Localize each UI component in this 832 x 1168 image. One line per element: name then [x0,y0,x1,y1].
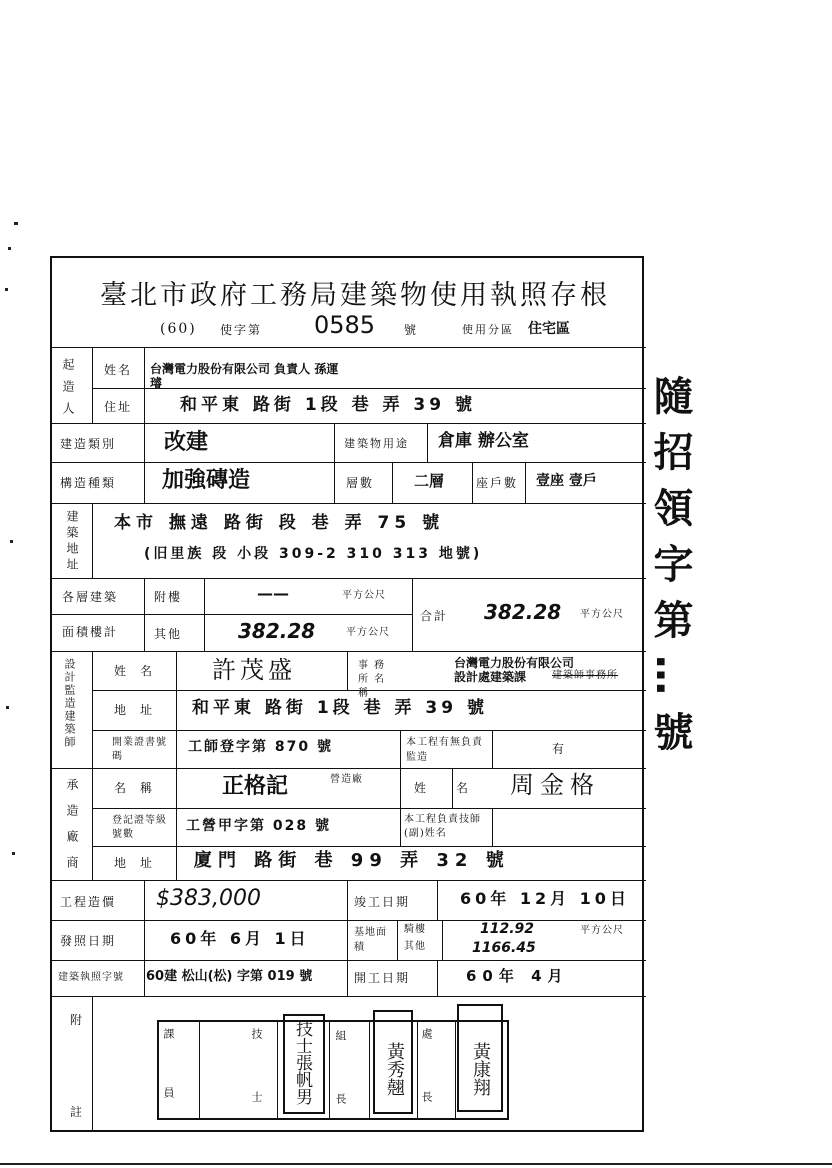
completion-label: 竣工日期 [354,895,411,909]
designer-address-label: 地址 [114,703,167,717]
structure-value: 加強磚造 [162,468,251,493]
license-prefix: 使字第 [220,323,263,337]
designer-cert-value: 工師登字第 870 號 [188,739,333,755]
license-suffix: 號 [404,323,419,337]
completion-value: 60年 12月 10日 [460,889,630,908]
stamp-seal-4 [457,1004,503,1112]
margin-note: 隨招領字第…號 [647,375,693,767]
contractor-cert-label: 登記證等級號數 [112,815,167,840]
permit-label: 建築執照字號 [58,972,124,983]
attached-label: 附樓 [154,590,183,604]
stamp-title-2: 技士 [250,1028,263,1154]
stamp-name-3: 黃秀翹 [384,1042,405,1096]
designer-cert-label: 開業證書號碼 [112,737,167,762]
license-year: (60) [160,321,197,337]
contractor-tech-label: 本工程負責技師(副)姓名 [404,814,481,839]
building-use-label: 建築物用途 [344,437,409,450]
builder-name-label: 姓名 [104,363,133,377]
issue-label: 發照日期 [60,934,117,948]
site-section-label: 建築地址 [65,510,79,574]
designer-section-label: 設計監造建築師 [63,658,76,749]
builder-address-value: 和平東 路街 1段 巷 弄 39 號 [180,395,476,415]
building-use-value: 倉庫 辦公室 [438,431,529,451]
contractor-person-value: 周金格 [510,771,600,799]
scan-mark [0,1163,832,1165]
total-unit: 平方公尺 [580,609,624,620]
area-section-top: 各層建築 [62,590,119,604]
stamp-name-2: 技士張帆男 [292,1020,312,1105]
site-line-2: (旧里族 段 小段 309-2 310 313 地號) [144,546,483,562]
contractor-person-label: 姓名 [414,781,499,795]
contractor-address-label: 地址 [114,856,167,870]
builder-section-label: 起造人 [61,358,75,424]
zone-label: 使用分區 [462,323,514,336]
contractor-section-label: 承造廠商 [65,778,79,882]
scan-mark [10,540,13,543]
building-type-value: 改建 [164,430,209,455]
scan-mark [5,288,8,291]
attached-unit: 平方公尺 [342,590,386,601]
scan-mark [14,222,18,225]
site-line-1: 本市 撫遠 路街 段 巷 弄 75 號 [114,513,445,533]
stamp-title-1: 課員 [162,1028,175,1146]
form-title: 臺北市政府工務局建築物使用執照存根 [100,280,610,311]
license-number: 0585 [314,311,376,339]
builder-name-value: 台灣電力股份有限公司 負責人 孫運璿 [150,362,339,390]
contractor-cert-value: 工營甲字第 028 號 [186,818,331,834]
stamp-seal-3 [373,1010,413,1114]
cost-value: $383,000 [156,886,261,911]
total-label: 合計 [420,609,449,623]
designer-address-value: 和平東 路街 1段 巷 弄 39 號 [192,698,488,718]
stamp-title-3: 組長 [334,1030,347,1156]
contractor-name-kind: 營造廠 [330,774,363,785]
permit-value: 60建 松山(松) 字第 019 號 [146,969,313,984]
building-type-label: 建造類別 [60,437,117,451]
other-label: 其他 [154,627,183,641]
ground-label: 基地面積 [354,927,387,953]
stamp-title-4: 處長 [420,1028,433,1154]
signature-stamp-strip [157,1020,509,1156]
attached-value: —— [257,584,289,603]
notes-label-bottom: 註 [70,1105,85,1119]
contractor-address-value: 廈門 路街 巷 99 弄 32 號 [194,850,510,871]
other-value: 382.28 [238,619,316,643]
units-value: 壹座 壹戶 [536,473,597,489]
ground-sub-1: 騎樓 [404,924,426,935]
scan-mark [6,706,9,709]
ground-sub-2: 其他 [404,941,426,952]
stamp-seal-2 [283,1014,325,1114]
scan-mark [12,852,15,855]
ground-value-2: 1166.45 [472,940,536,956]
start-label: 開工日期 [354,971,411,985]
floors-label: 層數 [346,476,375,490]
structure-label: 構造種類 [60,476,117,490]
builder-address-label: 住址 [104,400,133,414]
license-stub-form [50,256,644,1156]
units-label: 座戶數 [476,476,519,490]
issue-value: 60年 6月 1日 [170,929,310,948]
ground-value-1: 112.92 [480,921,535,937]
cost-label: 工程造價 [60,895,117,909]
contractor-name-label: 名稱 [114,781,167,795]
other-unit: 平方公尺 [346,627,390,638]
designer-engineer-value: 有 [552,742,567,756]
floors-value: 二層 [414,472,445,490]
scan-mark [8,247,11,250]
designer-office-struck: 建築師事務所 [552,670,618,681]
designer-office-label: 事務所名稱 [358,660,390,699]
contractor-name-value: 正格記 [222,774,289,799]
ground-unit: 平方公尺 [580,925,624,936]
start-value: 60年 4月 [466,967,569,985]
zone-value: 住宅區 [528,321,570,337]
designer-name-value: 許茂盛 [212,656,296,684]
designer-engineer-label: 本工程有無負責監造 [406,737,483,763]
total-value: 382.28 [484,600,562,624]
notes-label-top: 附 [70,1013,85,1027]
area-section-bottom: 面積樓計 [62,625,119,639]
designer-name-label: 姓名 [114,664,167,678]
designer-office-value: 台灣電力股份有限公司 設計處建築課 [454,656,575,684]
stamp-name-4: 黃康翔 [470,1042,491,1096]
